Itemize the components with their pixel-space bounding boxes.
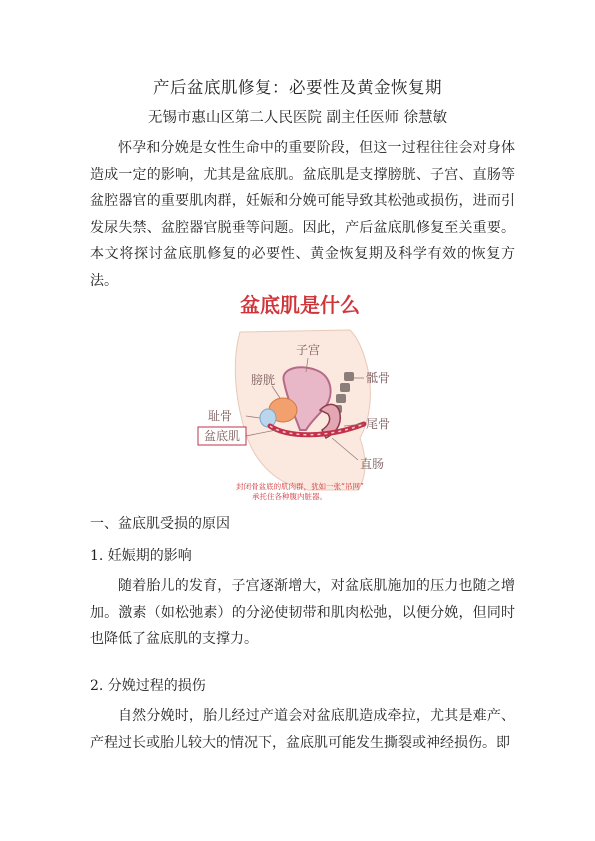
figure-title: 盆底肌是什么 <box>240 293 360 317</box>
label-bladder: 膀胱 <box>251 373 276 387</box>
subsection-paragraph-2: 自然分娩时，胎儿经过产道会对盆底肌造成牵拉，尤其是难产、产程过长或胎儿较大的情况下，盆底肌可能发生撕裂或神经损伤。即 <box>90 708 515 751</box>
pelvic-floor-diagram <box>188 290 412 503</box>
label-pubis: 耻骨 <box>208 409 233 423</box>
label-pelvic-floor: 盆底肌 <box>203 429 241 443</box>
subsection-paragraph-1: 随着胎儿的发育，子宫逐渐增大，对盆底肌施加的压力也随之增加。激素（如松弛素）的分泌使韧带和肌肉松弛，以便分娩，但同时也降低了盆底肌的支撑力。 <box>90 578 515 647</box>
subsection-heading-1: 1. 妊娠期的影响 <box>90 548 192 564</box>
figure-caption-line1: 封闭骨盆底的肌肉群，犹如一张“吊网” <box>236 482 364 491</box>
label-uterus: 子宫 <box>296 343 321 357</box>
document-title: 产后盆底肌修复：必要性及黄金恢复期 <box>153 78 442 97</box>
pelvic-floor-figure <box>188 290 412 503</box>
section-heading-1: 一、盆底肌受损的原因 <box>90 516 230 532</box>
label-sacrum: 骶骨 <box>366 371 391 385</box>
label-coccyx: 尾骨 <box>366 417 391 431</box>
intro-paragraph: 怀孕和分娩是女性生命中的重要阶段，但这一过程往往会对身体造成一定的影响，尤其是盆底肌。盆底肌是支撑膀胱、子宫、直肠等盆腔器官的重要肌肉群，妊娠和分娩可能导致其松弛或损伤，进而引发尿失禁、盆腔器官脱垂等问题。因此，产后盆底肌修复至关重要。本文将探讨盆底肌修复的必要性、黄金恢复期及科学有效的恢复方法。 <box>90 140 515 289</box>
figure-caption-line2: 承托住各种腹内脏器。 <box>252 492 327 501</box>
subsection-heading-2: 2. 分娩过程的损伤 <box>90 678 206 694</box>
label-rectum: 直肠 <box>360 457 385 471</box>
author-line: 无锡市惠山区第二人民医院 副主任医师 徐慧敏 <box>147 110 448 126</box>
pubis-shape <box>260 409 276 427</box>
